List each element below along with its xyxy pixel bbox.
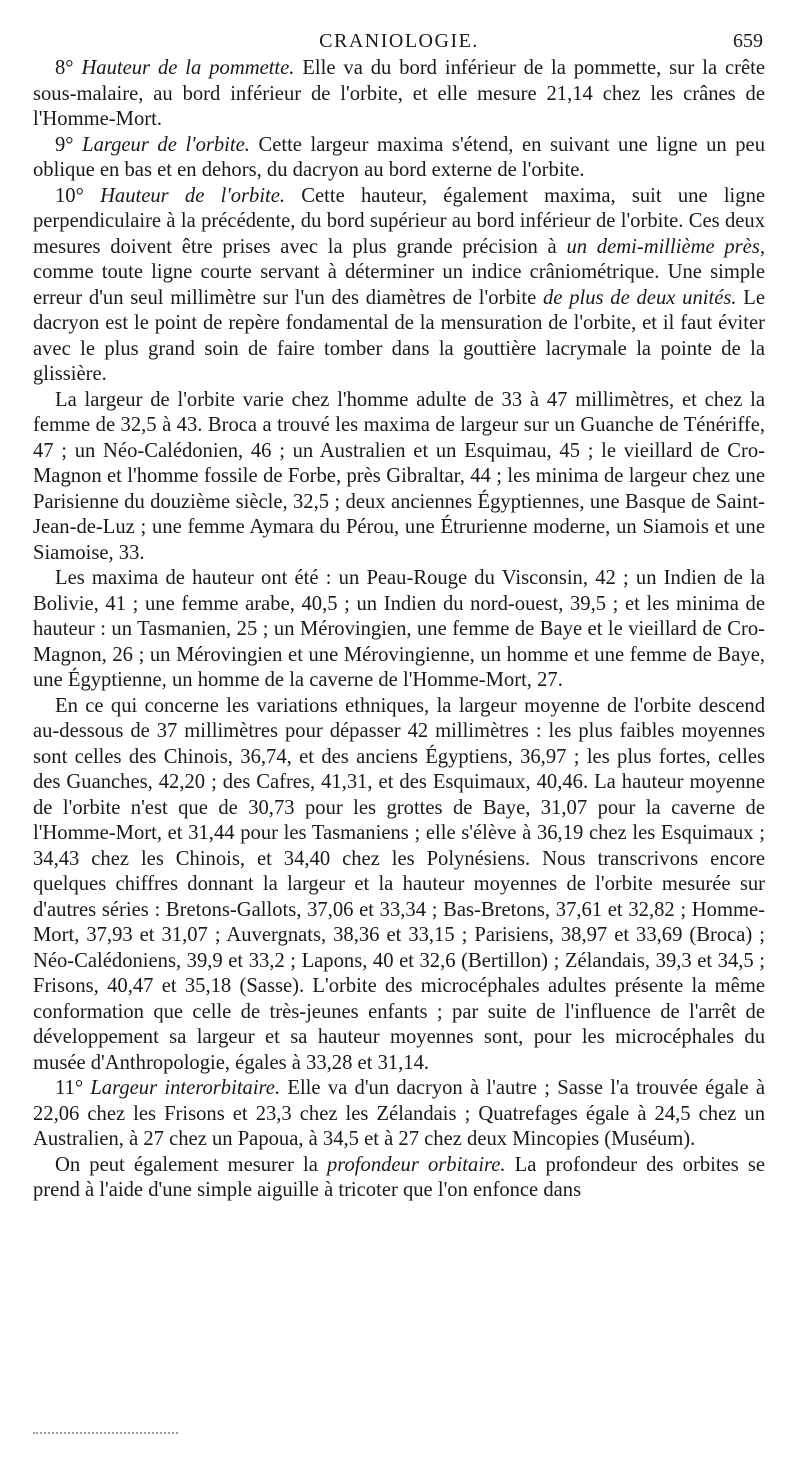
emphasis: un demi-millième près, bbox=[566, 235, 765, 258]
paragraph-text: La largeur de l'orbite varie chez l'homme adulte de 33 à 47 millimètres, et chez la femme de 32,5 à 43. Broca a trouvé les maxima de largeur sur un Guanche de Ténériffe, 47 ; un Néo-Calédonien, 46 ; un Australien et un Esquimau, 45 ; le vieillard de Cro-Magnon et l'homme fossile de Forbe, près Gibraltar, 44 ; les minima de largeur chez une Parisienne du douzième siècle, 32,5 ; deux anciennes Égyptiennes, une Basque de Saint-Jean-de-Luz ; une femme Aymara du Pérou, une Étrurienne moderne, un Siamois et une Siamoise, 33. bbox=[33, 388, 765, 564]
body-text bbox=[33, 56, 765, 1204]
paragraph-text: Cette hauteur, également maxima, suit une ligne perpendiculaire à la précédente, du bord supérieur au bord inférieur de l'orbite. Ces deux mesures doivent être prises avec la plus grande précision à bbox=[33, 184, 765, 258]
paragraph-text: La profondeur des orbites se prend à l'aide d'une simple aiguille à tricoter que l'on enfonce dans bbox=[33, 1153, 765, 1201]
paragraph-hauteur-maxima bbox=[33, 566, 765, 694]
paragraph-text: En ce qui concerne les variations ethniques, la largeur moyenne de l'orbite descend au-dessous de 37 millimètres pour dépasser 42 millimètres : les plus faibles moyennes sont celles des Chinois, 36,74, et des anciens Égyptiens, 36,97 ; les plus fortes, celles des Guanches, 42,20 ; des Cafres, 41,31, et des Esquimaux, 40,46. La hauteur moyenne de l'orbite n'est que de 30,73 pour les grottes de Baye, 31,07 pour la caverne de l'Homme-Mort, et 31,44 pour les Tasmaniens ; elle s'élève à 36,19 chez les Esquimaux ; 34,43 chez les Chinois, et 34,40 chez les Polynésiens. Nous transcrivons encore quelques chiffres donnant la largeur et la hauteur moyennes de l'orbite mesurée sur d'autres séries : Bretons-Gallots, 37,06 et 33,34 ; Bas-Bretons, 37,61 et 32,82 ; Homme-Mort, 37,93 et 31,07 ; Auvergnats, 38,36 et 33,15 ; Parisiens, 38,97 et 33,69 (Broca) ; Néo-Calédoniens, 39,9 et 33,2 ; Lapons, 40 et 32,6 (Bertillon) ; Zélandais, 39,3 et 34,5 ; Frisons, 40,47 et 35,18 (Sasse). L'orbite des microcéphales adultes présente la même conformation que celle de très-jeunes enfants ; par suite de l'influence de l'arrêt de développement sa largeur et sa hauteur moyennes sont, pour les microcéphales du musée d'Anthropologie, égales à 33,28 et 31,14. bbox=[33, 694, 765, 1074]
section-number: 10° bbox=[55, 184, 101, 207]
paragraph-text: comme toute ligne courte servant à déterminer un indice crâniométrique. Une simple erreur d'un seul millimètre sur l'un des diamètres de l'orbite bbox=[33, 261, 765, 309]
section-title: Largeur interorbitaire. bbox=[90, 1077, 281, 1099]
section-title: Hauteur de la pommette. bbox=[81, 57, 295, 79]
emphasis: profondeur orbitaire. bbox=[326, 1153, 506, 1176]
paragraph-largeur-variations bbox=[33, 388, 765, 567]
section-number: 9° bbox=[55, 133, 83, 156]
paragraph-text: On peut également mesurer la bbox=[55, 1153, 327, 1176]
page-header bbox=[33, 0, 765, 56]
emphasis: de plus de deux unités. bbox=[543, 286, 737, 309]
paragraph-text: Les maxima de hauteur ont été : un Peau-Rouge du Visconsin, 42 ; un Indien de la Bolivie, 41 ; une femme arabe, 40,5 ; un Indien du nord-ouest, 39,5 ; et les minima de hauteur : un Tasmanien, 25 ; un Mérovingien, une femme de Baye et le vieillard de Cro-Magnon, 26 ; un Mérovingien et une Mérovingienne, un homme et une femme de Baye, une Égyptienne, un homme de la caverne de l'Homme-Mort, 27. bbox=[33, 567, 765, 691]
paragraph-text: Le dacryon est le point de repère fondamental de la mensuration de l'orbite, et il faut éviter avec le plus grand soin de faire tomber dans la gouttière lacrymale la pointe de la glissière. bbox=[33, 286, 765, 385]
paragraph-text: Cette largeur maxima s'étend, en suivant une ligne un peu oblique en bas et en dehors, du dacryon au bord externe de l'orbite. bbox=[33, 133, 765, 181]
page bbox=[33, 0, 765, 1472]
page-number: 659 bbox=[733, 30, 763, 52]
running-title: CRANIOLOGIE. bbox=[319, 30, 479, 52]
paragraph-variations-ethniques bbox=[33, 694, 765, 1077]
paragraph-largeur-interorbitaire bbox=[33, 1076, 765, 1153]
paragraph-hauteur-pommette bbox=[33, 56, 765, 133]
paragraph-largeur-orbite bbox=[33, 133, 765, 184]
paragraph-text: Elle va d'un dacryon à l'autre ; Sasse l'a trouvée égale à 22,06 chez les Frisons et 23,3 chez les Zélandais ; Quatrefages égale à 24,5 chez un Australien, à 27 chez un Papoua, à 34,5 et à 27 chez deux Mincopies (Muséum). bbox=[33, 1077, 765, 1150]
paragraph-profondeur-orbitaire bbox=[33, 1153, 765, 1204]
section-number: 8° bbox=[55, 57, 82, 79]
bottom-dotted-rule bbox=[33, 1432, 178, 1434]
section-title: Hauteur de l'orbite. bbox=[100, 184, 286, 207]
paragraph-hauteur-orbite bbox=[33, 184, 765, 388]
section-title: Largeur de l'orbite. bbox=[82, 133, 250, 156]
paragraph-text: Elle va du bord inférieur de la pommette, sur la crête sous-malaire, au bord inférieur de l'orbite, et elle mesure 21,14 chez les crânes de l'Homme-Mort. bbox=[33, 57, 765, 130]
section-number: 11° bbox=[55, 1077, 91, 1099]
